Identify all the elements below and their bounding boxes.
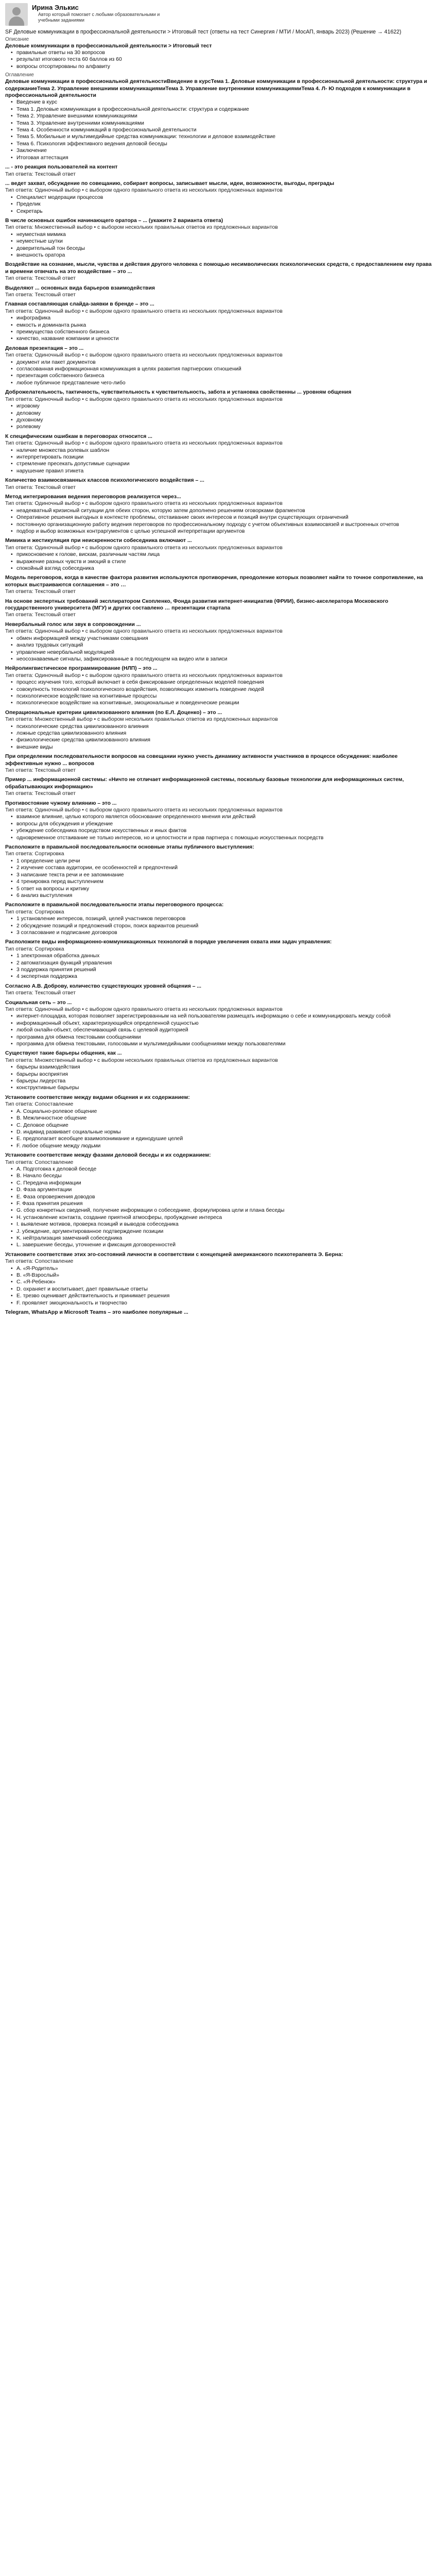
question-title: Пример ... информационной системы: «Ничто не отличает информационной системы, поскольку базовые технологии для информационных систем, обрабатывающих информацию» bbox=[5, 777, 404, 790]
answer-option: • Пределик bbox=[16, 201, 432, 208]
breadcrumb[interactable]: SF Деловые коммуникации в профессиональной деятельности > Итоговый тест (ответы на тест Синергия / МТИ / МосАП, январь 2023) (Решение → 41622) bbox=[5, 29, 402, 35]
answer-option: • 5 ответ на вопросы и критику bbox=[16, 886, 432, 892]
question-type: Тип ответа: Текстовый ответ bbox=[5, 589, 76, 595]
answer-option: • любой онлайн-объект, обеспечивающий связь с целевой аудиторией bbox=[16, 1027, 432, 1033]
answer-option: • физиологические средства цивилизованного влияния bbox=[16, 737, 432, 743]
answer-option: • E. трезво оценивает действительность и принимает решения bbox=[16, 1293, 432, 1299]
answer-options bbox=[5, 1166, 432, 1249]
answer-option: • Специалист модерации процессов bbox=[16, 194, 432, 201]
answer-option: • наличие множества ролевых шаблон bbox=[16, 447, 432, 454]
answer-options bbox=[5, 551, 432, 572]
question-type: Тип ответа: Одиночный выбор • с выбором одного правильного ответа из нескольких предложенных вариантов bbox=[5, 501, 283, 507]
list-item: • Тема 6. Психология эффективного ведения деловой беседы bbox=[16, 141, 432, 147]
answer-option: • D. Фаза аргументации bbox=[16, 1187, 432, 1193]
answer-option: • убеждение собеседника посредством искусственных и иных фактов bbox=[16, 827, 432, 834]
answer-option: • неуместная мимика bbox=[16, 231, 432, 238]
answer-option: • духовному bbox=[16, 417, 432, 423]
answer-option: • 1 электронная обработка данных bbox=[16, 953, 432, 959]
question-block bbox=[5, 494, 432, 535]
question-type: Тип ответа: Сопоставление bbox=[5, 1259, 74, 1265]
question-type: Тип ответа: Одиночный выбор • с выбором одного правильного ответа из нескольких предложенных вариантов bbox=[5, 807, 283, 814]
question-type: Тип ответа: Множественный выбор • с выбором нескольких правильных ответов из предложенных вариантов bbox=[5, 1057, 278, 1063]
answer-option: • программа для обмена текстовыми, голосовыми и мультимедийными сообщениями между пользователями bbox=[16, 1041, 432, 1047]
list-item: • Введение в курс bbox=[16, 99, 432, 106]
question-type: Тип ответа: Одиночный выбор • с выбором одного правильного ответа из нескольких предложенных вариантов bbox=[5, 545, 283, 551]
answer-option: • конструктивные барьеры bbox=[16, 1084, 432, 1091]
answer-option: • интерпретировать позиции bbox=[16, 454, 432, 461]
question-block bbox=[5, 537, 432, 572]
answer-option: • C. «Я-Ребенок» bbox=[16, 1279, 432, 1285]
answer-options bbox=[5, 1265, 432, 1307]
answer-options bbox=[5, 1064, 432, 1092]
answer-option: • барьеры взаимодействия bbox=[16, 1064, 432, 1071]
question-block bbox=[5, 433, 432, 474]
answer-option: • игровому bbox=[16, 403, 432, 410]
question-type: Тип ответа: Текстовый ответ bbox=[5, 768, 76, 773]
question-type: Тип ответа: Одиночный выбор • с выбором одного правильного ответа из нескольких предложенных вариантов bbox=[5, 188, 283, 194]
list-item: • Тема 5. Мобильные и мультимедийные средства коммуникации: технологии и деловое взаимодействие bbox=[16, 133, 432, 140]
question-block bbox=[5, 285, 432, 299]
question-type: Тип ответа: Текстовый ответ bbox=[5, 990, 76, 996]
answer-option: • вопросы для обсуждения и убеждение bbox=[16, 821, 432, 827]
answer-option: • внешность оратора bbox=[16, 252, 432, 259]
question-block bbox=[5, 261, 432, 282]
question-type: Тип ответа: Сортировка bbox=[5, 946, 64, 952]
answer-option: • анализ трудовых ситуаций bbox=[16, 642, 432, 649]
author-subtitle: учебными заданиями bbox=[38, 18, 84, 23]
question-title: Деловая презентация – это ... bbox=[5, 345, 84, 351]
intro-title: Деловые коммуникации в профессиональной деятельности > Итоговый тест bbox=[5, 43, 212, 49]
question-block bbox=[5, 477, 432, 491]
question-type: Тип ответа: Текстовый ответ bbox=[5, 276, 76, 282]
answer-option: • постоянную организационную работу ведения переговоров по профессиональному подходу с учетом объективных взаимосвязей и выстроенных отчетов bbox=[16, 521, 432, 528]
answer-options bbox=[5, 1108, 432, 1149]
answer-option: • L. завершение беседы, уточнение и фиксация договоренностей bbox=[16, 1242, 432, 1248]
question-title: Расположите виды информационно-коммуникационных технологий в порядке увеличения охвата ими задач управления: bbox=[5, 939, 332, 945]
answer-option: • Секретарь bbox=[16, 208, 432, 215]
question-title: Существуют такие барьеры общения, как ... bbox=[5, 1050, 122, 1057]
question-type: Тип ответа: Множественный выбор • с выбором нескольких правильных ответов из предложенных вариантов bbox=[5, 225, 278, 231]
question-type: Тип ответа: Сопоставление bbox=[5, 1159, 74, 1165]
answer-option: • E. Фаза опровержения доводов bbox=[16, 1194, 432, 1200]
answer-option: • 1 определение цели речи bbox=[16, 858, 432, 865]
question-title: Противостояние чужому влиянию – это ... bbox=[5, 800, 117, 806]
question-type: Тип ответа: Сортировка bbox=[5, 909, 64, 915]
answer-option: • психологическое воздействие на когнитивные, эмоциональные и поведенческие реакции bbox=[16, 700, 432, 706]
list-item: • Заключение bbox=[16, 147, 432, 154]
answer-option: • G. сбор конкретных сведений, получение информации о собеседнике, формулировка цели и плана беседы bbox=[16, 1207, 432, 1214]
question-type: Тип ответа: Текстовый ответ bbox=[5, 484, 76, 490]
answer-options bbox=[5, 635, 432, 663]
question-block bbox=[5, 939, 432, 980]
answer-options bbox=[5, 403, 432, 431]
answer-option: • барьеры восприятия bbox=[16, 1071, 432, 1078]
question-type: Тип ответа: Одиночный выбор • с выбором одного правильного ответа из нескольких предложенных вариантов bbox=[5, 352, 283, 359]
question-title: Доброжелательность, тактичность, чувствительность к чувствительность, забота и установка свойственны ... уровням общения bbox=[5, 389, 352, 396]
answer-option: • B. «Я-Взрослый» bbox=[16, 1272, 432, 1279]
answer-option: • 3 согласование и подписание договоров bbox=[16, 929, 432, 936]
answer-option: • F. Фаза принятия решения bbox=[16, 1200, 432, 1207]
answer-option: • E. предполагает всеобщее взаимопонимание и единодушие целей bbox=[16, 1136, 432, 1142]
answer-option: • ролевому bbox=[16, 423, 432, 430]
answer-option: • емкость и доминанта рынка bbox=[16, 322, 432, 329]
list-item: • Итоговая аттестация bbox=[16, 155, 432, 161]
question-title: ... ведет захват, обсуждение по совещанию, собирает вопросы, записывает мысли, идеи, возможности, выгоды, преграды bbox=[5, 180, 335, 187]
answer-options bbox=[5, 194, 432, 215]
answer-options bbox=[5, 447, 432, 475]
list-item: • правильные ответы на 30 вопросов bbox=[16, 49, 432, 56]
question-block bbox=[5, 1094, 432, 1149]
question-type: Тип ответа: Одиночный выбор • с выбором одного правильного ответа из нескольких предложенных вариантов bbox=[5, 672, 283, 679]
question-title: К специфическим ошибкам в переговорах относится ... bbox=[5, 433, 152, 439]
question-block bbox=[5, 844, 432, 899]
answer-options bbox=[5, 953, 432, 980]
answer-option: • информационный объект, характеризующийся определенной сущностью bbox=[16, 1020, 432, 1027]
question-block bbox=[5, 598, 432, 619]
answer-option: • подбор и выбор возможных контраргументов с целью успешной интерпретации аргументов bbox=[16, 528, 432, 535]
question-type: Тип ответа: Текстовый ответ bbox=[5, 171, 76, 177]
question-type: Тип ответа: Одиночный выбор • с выбором одного правильного ответа из нескольких предложенных вариантов bbox=[5, 1007, 283, 1012]
answer-option: • F. любое общение между людьми bbox=[16, 1143, 432, 1149]
answer-option: • 4 тренировка перед выступлением bbox=[16, 878, 432, 885]
answer-option: • качество, название компании и ценности bbox=[16, 335, 432, 342]
question-type: Тип ответа: Текстовый ответ bbox=[5, 791, 76, 797]
answer-option: • неосознаваемые сигналы, зафиксированные в последующем на видео или в записи bbox=[16, 656, 432, 663]
answer-options bbox=[5, 359, 432, 387]
question-block bbox=[5, 999, 432, 1048]
answer-option: • B. Начало беседы bbox=[16, 1173, 432, 1179]
answer-option: • B. Межличностное общение bbox=[16, 1115, 432, 1122]
question-block bbox=[5, 180, 432, 215]
contents-label: Оглавление bbox=[5, 72, 34, 78]
answer-option: • 4 экспертная поддержка bbox=[16, 973, 432, 980]
question-block bbox=[5, 800, 432, 841]
list-item: • вопросы отсортированы по алфавиту bbox=[16, 63, 432, 70]
answer-option: • 2 автоматизация функций управления bbox=[16, 960, 432, 967]
list-item: • результат итогового теста 60 баллов из 60 bbox=[16, 56, 432, 63]
answer-option: • барьеры лидерства bbox=[16, 1078, 432, 1084]
answer-option: • внешние виды bbox=[16, 744, 432, 751]
question-title: При определении последовательности вопросов на совещании нужно учесть динамику активности участников в процессе обсуждения: наиболее эффективные нужно ... вопросов bbox=[5, 754, 398, 767]
answer-options bbox=[5, 723, 432, 751]
question-block bbox=[5, 1050, 432, 1091]
answer-option: • 2 обсуждение позиций и предложений сторон, поиск вариантов решений bbox=[16, 923, 432, 929]
question-title: Расположите в правильной последовательности этапы переговорного процесса: bbox=[5, 902, 224, 908]
question-title: На основе экспертных требований эксплиратором Скопленко, Фонда развития интернет-инициатив (ФРИИ), бизнес-акселератора Московского государственного университета (МГУ) и других составлено … презентации стартапа bbox=[5, 598, 389, 612]
question-block bbox=[5, 776, 432, 797]
answer-option: • A. «Я-Родитель» bbox=[16, 1265, 432, 1272]
question-title: В числе основных ошибок начинающего оратора – ... (укажите 2 варианта ответа) bbox=[5, 217, 223, 224]
question-block bbox=[5, 301, 432, 342]
question-type: Тип ответа: Текстовый ответ bbox=[5, 612, 76, 618]
question-title: Метод интегрирования ведения переговоров реализуется через... bbox=[5, 494, 181, 500]
question-title: Расположите в правильной последовательности основные этапы публичного выступления: bbox=[5, 844, 254, 851]
answer-option: • Оперативное решения выгодных в контексте проблемы, отстаивание своих интересов и позиций внутри существующих ограничений bbox=[16, 514, 432, 521]
answer-option: • стремление пресекать допустимые сценарии bbox=[16, 461, 432, 467]
question-type: Тип ответа: Сортировка bbox=[5, 851, 64, 857]
answer-option: • процесс изучения того, который включает в себя фиксирование определенных моделей поведения bbox=[16, 679, 432, 686]
answer-option: • J. убеждение, аргументированное подтверждение позиции bbox=[16, 1228, 432, 1235]
answer-option: • интернет-площадка, которая позволяет зарегистрированным на ней пользователям размещать информацию о себе и коммуницировать между собой bbox=[16, 1013, 432, 1020]
answer-option: • I. выявление мотивов, проверка позиций и выводов собеседника bbox=[16, 1221, 432, 1228]
question-title: Мимика и жестикуляция при неискренности собеседника включают ... bbox=[5, 538, 192, 544]
answer-option: • H. установление контакта, создание приятной атмосферы, пробуждение интереса bbox=[16, 1214, 432, 1221]
question-title: Telegram, WhatsApp и Microsoft Teams – это наиболее популярные ... bbox=[5, 1310, 188, 1316]
answer-option: • ложные средства цивилизованного влияния bbox=[16, 730, 432, 737]
list-item: • Тема 4. Особенности коммуникаций в профессиональной деятельности bbox=[16, 127, 432, 133]
questions-list bbox=[5, 164, 432, 1316]
question-title: Установите соответствие этих эго-состояний личности в соответствии с концепцией американского психотерапевта Э. Берна: bbox=[5, 1251, 343, 1258]
question-title: Операциональные критерии цивилизованного влияния (по Е.Л. Доценко) – это ... bbox=[5, 709, 222, 716]
answer-option: • документ или пакет документов bbox=[16, 359, 432, 366]
answer-option: • одновременное отстаивание не только интересов, но и целостности и прав партнера с помощью искусственных посредств bbox=[16, 835, 432, 841]
question-title: Модель переговоров, когда в качестве фактора развития используются противоречия, преодоление которых позволяет найти то точное сопротивление, на которых выстраиваются соглашения – это … bbox=[5, 575, 423, 588]
answer-options bbox=[5, 814, 432, 841]
answer-option: • доверительный тон беседы bbox=[16, 245, 432, 252]
question-block bbox=[5, 665, 432, 706]
question-block bbox=[5, 983, 432, 997]
answer-option: • деловому bbox=[16, 410, 432, 417]
question-block bbox=[5, 621, 432, 663]
answer-option: • A. Подготовка к деловой беседе bbox=[16, 1166, 432, 1173]
contents-list bbox=[5, 99, 432, 161]
answer-option: • преимущества собственного бизнеса bbox=[16, 329, 432, 335]
question-block bbox=[5, 1251, 432, 1307]
answer-options bbox=[5, 507, 432, 535]
list-item: • Тема 2. Управление внешними коммуникациями bbox=[16, 113, 432, 120]
question-block bbox=[5, 345, 432, 386]
question-title: Воздействие на сознание, мысли, чувства и действия другого человека с помощью несимволических психологических средств, с предоставлением ему права и времени отвечать на это воздействие – это ... bbox=[5, 262, 432, 275]
answer-option: • D. охраняет и воспитывает, дает правильные ответы bbox=[16, 1286, 432, 1293]
question-title: Установите соответствие между видами общения и их содержанием: bbox=[5, 1094, 190, 1100]
answer-option: • психологическое воздействие на когнитивные процессы bbox=[16, 693, 432, 700]
answer-option: • презентация собственного бизнеса bbox=[16, 372, 432, 379]
list-item: • Тема 1. Деловые коммуникации в профессиональной деятельности: структура и содержание bbox=[16, 106, 432, 113]
answer-option: • 1 установление интересов, позиций, целей участников переговоров bbox=[16, 916, 432, 922]
question-block bbox=[5, 574, 432, 595]
answer-option: • программа для обмена текстовыми сообщениями bbox=[16, 1034, 432, 1041]
contents-title: Деловые коммуникации в профессиональной деятельностиВведение в курсТема 1. Деловые коммуникации в профессиональной деятельности: структура и содержаниеТема 2. Управление внешними коммуникациямиТема 3. Управление внутренними коммуникациямиТема 4. Л- Ю подходов к коммуникации в профессиональной деятельности bbox=[5, 79, 427, 99]
answer-option: • A. Социально-ролевое общение bbox=[16, 1108, 432, 1115]
answer-option: • нарушение правил этикета bbox=[16, 468, 432, 474]
answer-option: • прикосновение к голове, вискам, различным частям лица bbox=[16, 551, 432, 558]
answer-option: • 3 поддержка принятия решений bbox=[16, 967, 432, 973]
question-title: Невербальный голос или звук в сопровождении ... bbox=[5, 621, 141, 628]
answer-option: • спокойный взгляд собеседника bbox=[16, 565, 432, 572]
question-type: Тип ответа: Текстовый ответ bbox=[5, 292, 76, 298]
question-title: Согласно А.В. Доброву, количество существующих уровней общения – ... bbox=[5, 983, 202, 989]
answer-option: • совокупность технологий психологического воздействия, позволяющих изменить поведение людей bbox=[16, 686, 432, 693]
answer-options bbox=[5, 916, 432, 936]
author-subtitle: Автор который помогает с любыми образовательными и bbox=[38, 12, 160, 17]
answer-option: • неуместные шутки bbox=[16, 238, 432, 245]
answer-options bbox=[5, 231, 432, 259]
question-type: Тип ответа: Одиночный выбор • с выбором одного правильного ответа из нескольких предложенных вариантов bbox=[5, 308, 283, 314]
question-title: ... - это реакция пользователей на контент bbox=[5, 164, 118, 171]
answer-option: • согласованная информационная коммуникация в целях развития партнерских отношений bbox=[16, 366, 432, 372]
question-block bbox=[5, 753, 432, 774]
question-type: Тип ответа: Множественный выбор • с выбором нескольких правильных ответов из предложенных вариантов bbox=[5, 717, 278, 723]
question-block bbox=[5, 1152, 432, 1249]
question-type: Тип ответа: Сопоставление bbox=[5, 1101, 74, 1108]
answer-option: • 2 изучение состава аудитории, ее особенностей и предпочтений bbox=[16, 865, 432, 871]
answer-option: • K. нейтрализация замечаний собеседника bbox=[16, 1235, 432, 1242]
answer-option: • 3 написание текста речи и ее запоминание bbox=[16, 872, 432, 878]
question-block bbox=[5, 709, 432, 751]
author-block bbox=[32, 3, 160, 23]
question-type: Тип ответа: Одиночный выбор • с выбором одного правильного ответа из нескольких предложенных вариантов bbox=[5, 629, 283, 635]
answer-option: • D. индивид развивает социальные нормы bbox=[16, 1129, 432, 1136]
author-name[interactable]: Ирина Элькис bbox=[32, 4, 79, 11]
question-title: Установите соответствие между фазами деловой беседы и их содержанием: bbox=[5, 1153, 211, 1159]
answer-option: • управление невербальной модуляцией bbox=[16, 649, 432, 656]
answer-option: • инфографика bbox=[16, 315, 432, 321]
avatar[interactable] bbox=[5, 3, 28, 26]
answer-options bbox=[5, 315, 432, 343]
answer-option: • C. Деловое общение bbox=[16, 1122, 432, 1129]
question-title: Количество взаимосвязанных классов психологического воздействия – ... bbox=[5, 478, 204, 484]
answer-option: • психологические средства цивилизованного влияния bbox=[16, 723, 432, 730]
answer-options bbox=[5, 679, 432, 707]
question-title: Главная составляющая слайда-заявки в бренде – это ... bbox=[5, 301, 154, 308]
answer-option: • C. Передача информации bbox=[16, 1180, 432, 1187]
answer-option: • любое публичное представление чего-либо bbox=[16, 380, 432, 386]
answer-option: • неадекватный кризисный ситуации для обеих сторон, которую затем дополнено решениям оговорками фрагментов bbox=[16, 507, 432, 514]
question-title: Выделяют ... основных вида барьеров взаимодействия bbox=[5, 285, 155, 291]
intro-list bbox=[5, 49, 432, 70]
answer-option: • обмен информацией между участниками совещания bbox=[16, 635, 432, 642]
question-block bbox=[5, 389, 432, 430]
answer-option: • F. проявляет эмоциональность и творчество bbox=[16, 1300, 432, 1307]
question-block bbox=[5, 217, 432, 259]
answer-options bbox=[5, 858, 432, 899]
answer-option: • выражение разных чувств и эмоций в стиле bbox=[16, 558, 432, 565]
answer-options bbox=[5, 1013, 432, 1047]
answer-option: • 6 анализ выступления bbox=[16, 892, 432, 899]
question-title: Нейролингвистическое программирование (НЛП) – это ... bbox=[5, 666, 158, 672]
description-label: Описание bbox=[5, 36, 29, 42]
question-title: Социальная сеть – это ... bbox=[5, 999, 72, 1006]
answer-option: • взаимное влияние, целью которого является обоснование определенного мнения или действий bbox=[16, 814, 432, 820]
author-header bbox=[5, 3, 432, 29]
list-item: • Тема 3. Управление внутренними коммуникациями bbox=[16, 120, 432, 127]
question-type: Тип ответа: Одиночный выбор • с выбором одного правильного ответа из нескольких предложенных вариантов bbox=[5, 440, 283, 447]
question-block bbox=[5, 902, 432, 936]
question-block bbox=[5, 164, 432, 178]
question-block bbox=[5, 1309, 432, 1316]
question-type: Тип ответа: Одиночный выбор • с выбором одного правильного ответа из нескольких предложенных вариантов bbox=[5, 396, 283, 402]
